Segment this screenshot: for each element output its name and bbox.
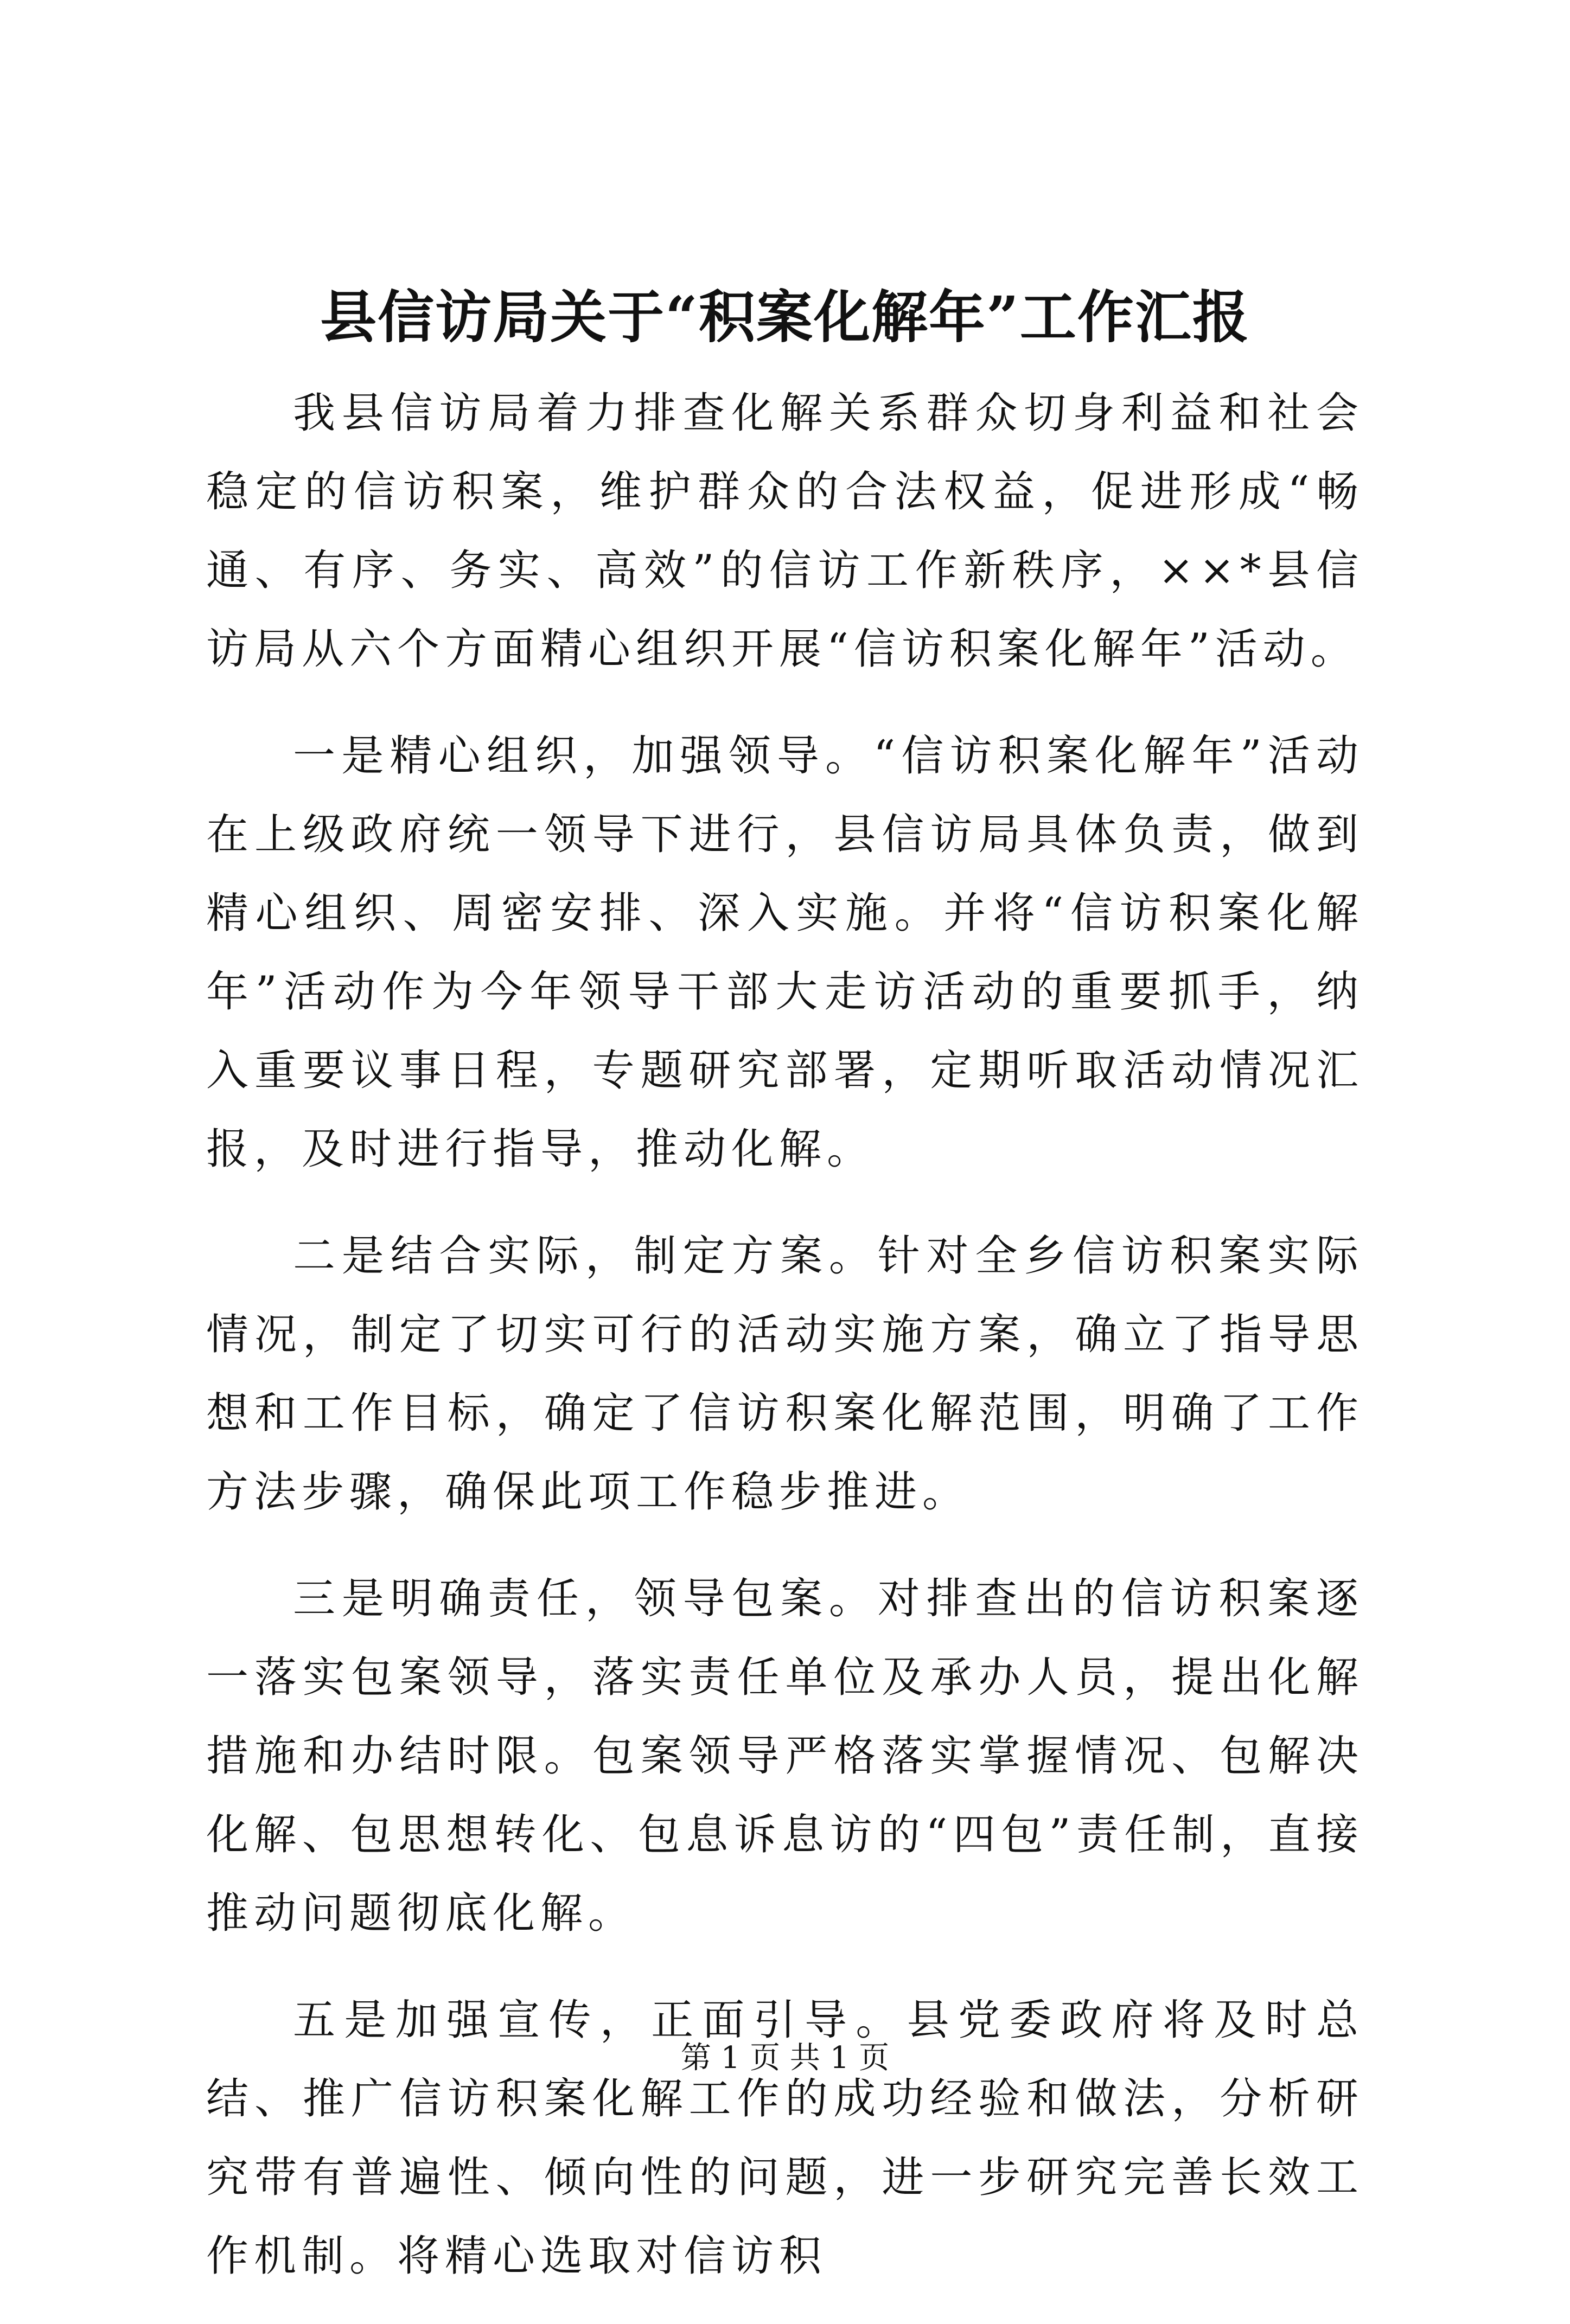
paragraph-point-3: 三是明确责任，领导包案。对排查出的信访积案逐一落实包案领导，落实责任单位及承办人员，提出化解措施和办结时限。包案领导严格落实掌握情况、包解决化解、包思想转化、包息诉息访的“四包”责任制，直接推动问题彻底化解。 bbox=[206, 1574, 1364, 1938]
paragraph-point-5: 五是加强宣传，正面引导。县党委政府将及时总结、推广信访积案化解工作的成功经验和做法，分析研究带有普遍性、倾向性的问题，进一步研究完善长效工作机制。将精心选取对信访积 bbox=[206, 1996, 1364, 2281]
paragraph-point-1: 一是精心组织，加强领导。“信访积案化解年”活动在上级政府统一领导下进行，县信访局具体负责，做到精心组织、周密安排、深入实施。并将“信访积案化解年”活动作为今年领导干部大走访活动的重要抓手，纳入重要议事日程，专题研究部署，定期听取活动情况汇报，及时进行指导，推动化解。 bbox=[206, 732, 1364, 1174]
document-body bbox=[206, 374, 1364, 2324]
paragraph-intro: 我县信访局着力排查化解关系群众切身利益和社会稳定的信访积案，维护群众的合法权益，促进形成“畅通、有序、务实、高效”的信访工作新秩序，××*县信访局从六个方面精心组织开展“信访积案化解年”活动。 bbox=[206, 389, 1364, 674]
paragraph-point-2: 二是结合实际，制定方案。针对全乡信访积案实际情况，制定了切实可行的活动实施方案，确立了指导思想和工作目标，确定了信访积案化解范围，明确了工作方法步骤，确保此项工作稳步推进。 bbox=[206, 1232, 1364, 1516]
document-title: 县信访局关于“积案化解年”工作汇报 bbox=[320, 284, 1250, 350]
page-footer: 第 1 页 共 1 页 bbox=[680, 2040, 890, 2076]
